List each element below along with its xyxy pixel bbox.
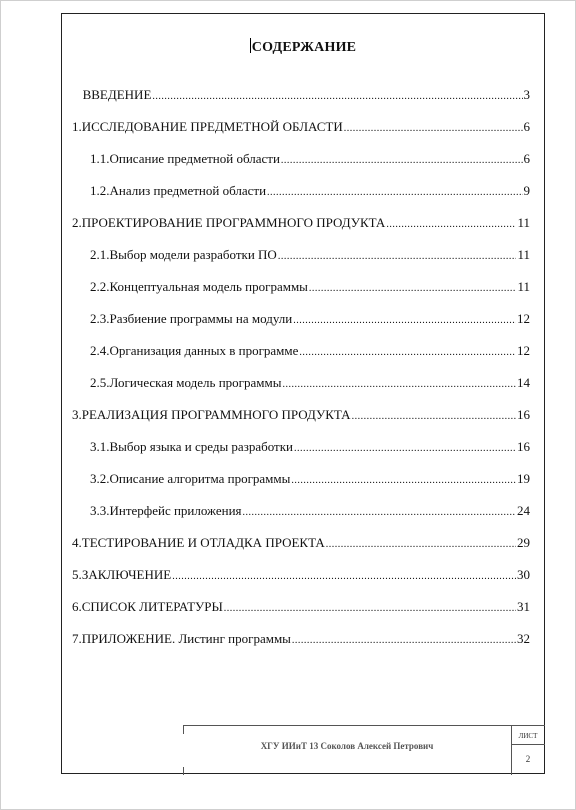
toc-entry-label: Выбор языка и среды разработки xyxy=(109,439,294,454)
toc-dot-leader xyxy=(278,252,517,262)
toc-entry-page: 16 xyxy=(517,439,530,454)
toc-dot-leader xyxy=(282,380,516,390)
toc-dot-leader xyxy=(152,92,522,102)
toc-entry-label: Анализ предметной области xyxy=(109,183,267,198)
toc-entry-page: 32 xyxy=(517,631,530,646)
toc-dot-leader xyxy=(293,316,516,326)
toc-entry-label: ПРИЛОЖЕНИЕ. Листинг программы xyxy=(81,631,291,646)
toc-entry[interactable] xyxy=(72,119,530,137)
title-block-stamp xyxy=(183,725,545,774)
toc-entry[interactable] xyxy=(72,567,530,585)
toc-entry-page: 9 xyxy=(523,183,530,198)
toc-entry-number: 1.2. xyxy=(90,183,110,198)
toc-dot-leader xyxy=(309,284,517,294)
toc-dot-leader xyxy=(267,188,522,198)
toc-dot-leader xyxy=(386,220,516,230)
toc-entry[interactable] xyxy=(90,151,530,169)
toc-entry-label: ИССЛЕДОВАНИЕ ПРЕДМЕТНОЙ ОБЛАСТИ xyxy=(81,119,343,134)
stamp-author: ХГУ ИИиТ 13 Соколов Алексей Петрович xyxy=(260,741,434,751)
toc-entry[interactable] xyxy=(90,311,530,329)
toc-entry-page: 24 xyxy=(517,503,530,518)
toc-entry-page: 19 xyxy=(517,471,530,486)
toc-entry[interactable] xyxy=(90,439,530,457)
toc-entry-number: 4. xyxy=(72,535,82,550)
toc-entry-number: 6. xyxy=(72,599,82,614)
toc-entry-page: 12 xyxy=(517,311,530,326)
toc-dot-leader xyxy=(294,444,516,454)
toc-entry-number: 3. xyxy=(72,407,82,422)
toc-entry-page: 6 xyxy=(523,151,530,166)
toc-entry[interactable] xyxy=(90,183,530,201)
toc-entry-number: 3.1. xyxy=(90,439,110,454)
toc-dot-leader xyxy=(292,636,516,646)
toc-dot-leader xyxy=(243,508,516,518)
toc-entry[interactable] xyxy=(90,503,530,521)
toc-dot-leader xyxy=(299,348,516,358)
toc-entry-page: 14 xyxy=(517,375,530,390)
toc-entry-label: ЗАКЛЮЧЕНИЕ xyxy=(81,567,172,582)
toc-entry-label: Выбор модели разработки ПО xyxy=(109,247,277,262)
toc-dot-leader xyxy=(224,604,516,614)
toc-entry[interactable] xyxy=(72,631,530,649)
toc-entry-page: 6 xyxy=(523,119,530,134)
toc-entry[interactable] xyxy=(90,471,530,489)
stamp-sheet-label: ЛИСТ xyxy=(518,732,538,740)
toc-dot-leader xyxy=(281,156,523,166)
toc-entry-label: ВВЕДЕНИЕ xyxy=(82,87,152,102)
toc-entry-number: 2. xyxy=(72,215,82,230)
toc-dot-leader xyxy=(326,540,516,550)
toc-entry-label: Описание предметной области xyxy=(109,151,280,166)
stamp-sheet-separator xyxy=(511,744,545,745)
toc-entry-number: 2.5. xyxy=(90,375,110,390)
stamp-sheet-number: 2 xyxy=(525,754,531,764)
toc-entry-page: 12 xyxy=(517,343,530,358)
toc-entry-label: Логическая модель программы xyxy=(109,375,282,390)
toc-dot-leader xyxy=(172,572,516,582)
toc-entry-page: 30 xyxy=(517,567,530,582)
text-cursor xyxy=(250,38,251,53)
toc-entry-label: СПИСОК ЛИТЕРАТУРЫ xyxy=(81,599,223,614)
toc-entry-page: 11 xyxy=(517,247,530,262)
toc-title xyxy=(61,38,545,56)
toc-entry[interactable] xyxy=(90,247,530,265)
toc-entry-number: 3.2. xyxy=(90,471,110,486)
toc-entry-label: Интерфейс приложения xyxy=(109,503,242,518)
toc-entry-label: ТЕСТИРОВАНИЕ И ОТЛАДКА ПРОЕКТА xyxy=(81,535,325,550)
toc-dot-leader xyxy=(344,124,523,134)
toc-entry[interactable] xyxy=(72,535,530,553)
toc-dot-leader xyxy=(291,476,516,486)
toc-entry-number: 2.1. xyxy=(90,247,110,262)
toc-entry-label: Разбиение программы на модули xyxy=(109,311,293,326)
toc-entry[interactable] xyxy=(90,375,530,393)
toc-title-text: СОДЕРЖАНИЕ xyxy=(251,40,357,55)
toc-entry[interactable] xyxy=(90,343,530,361)
toc-entry-number: 5. xyxy=(72,567,82,582)
toc-entry-page: 31 xyxy=(517,599,530,614)
toc-entry-number: 2.3. xyxy=(90,311,110,326)
toc-entry-number: 1. xyxy=(72,119,82,134)
toc-entry-number: 2.2. xyxy=(90,279,110,294)
toc-entry-label: Организация данных в программе xyxy=(109,343,299,358)
toc-entry-label: ПРОЕКТИРОВАНИЕ ПРОГРАММНОГО ПРОДУКТА xyxy=(81,215,386,230)
toc-entry[interactable] xyxy=(72,599,530,617)
toc-entry[interactable] xyxy=(90,279,530,297)
toc-entry-page: 29 xyxy=(517,535,530,550)
toc-dot-leader xyxy=(352,412,516,422)
toc-entry-number: 2.4. xyxy=(90,343,110,358)
toc-entry-label: Описание алгоритма программы xyxy=(109,471,291,486)
toc-entry-number: 7. xyxy=(72,631,82,646)
toc-entry-page: 16 xyxy=(517,407,530,422)
toc-entry-number: 3.3. xyxy=(90,503,110,518)
toc-entry[interactable] xyxy=(72,87,530,105)
toc-entry-page: 11 xyxy=(517,215,530,230)
toc-entry[interactable] xyxy=(72,215,530,233)
toc-entry-number: 1.1. xyxy=(90,151,110,166)
toc-entry-label: Концептуальная модель программы xyxy=(109,279,308,294)
toc-entry-page: 11 xyxy=(517,279,530,294)
toc-entry-label: РЕАЛИЗАЦИЯ ПРОГРАММНОГО ПРОДУКТА xyxy=(81,407,351,422)
toc-entry-page: 3 xyxy=(523,87,530,102)
toc-entry[interactable] xyxy=(72,407,530,425)
